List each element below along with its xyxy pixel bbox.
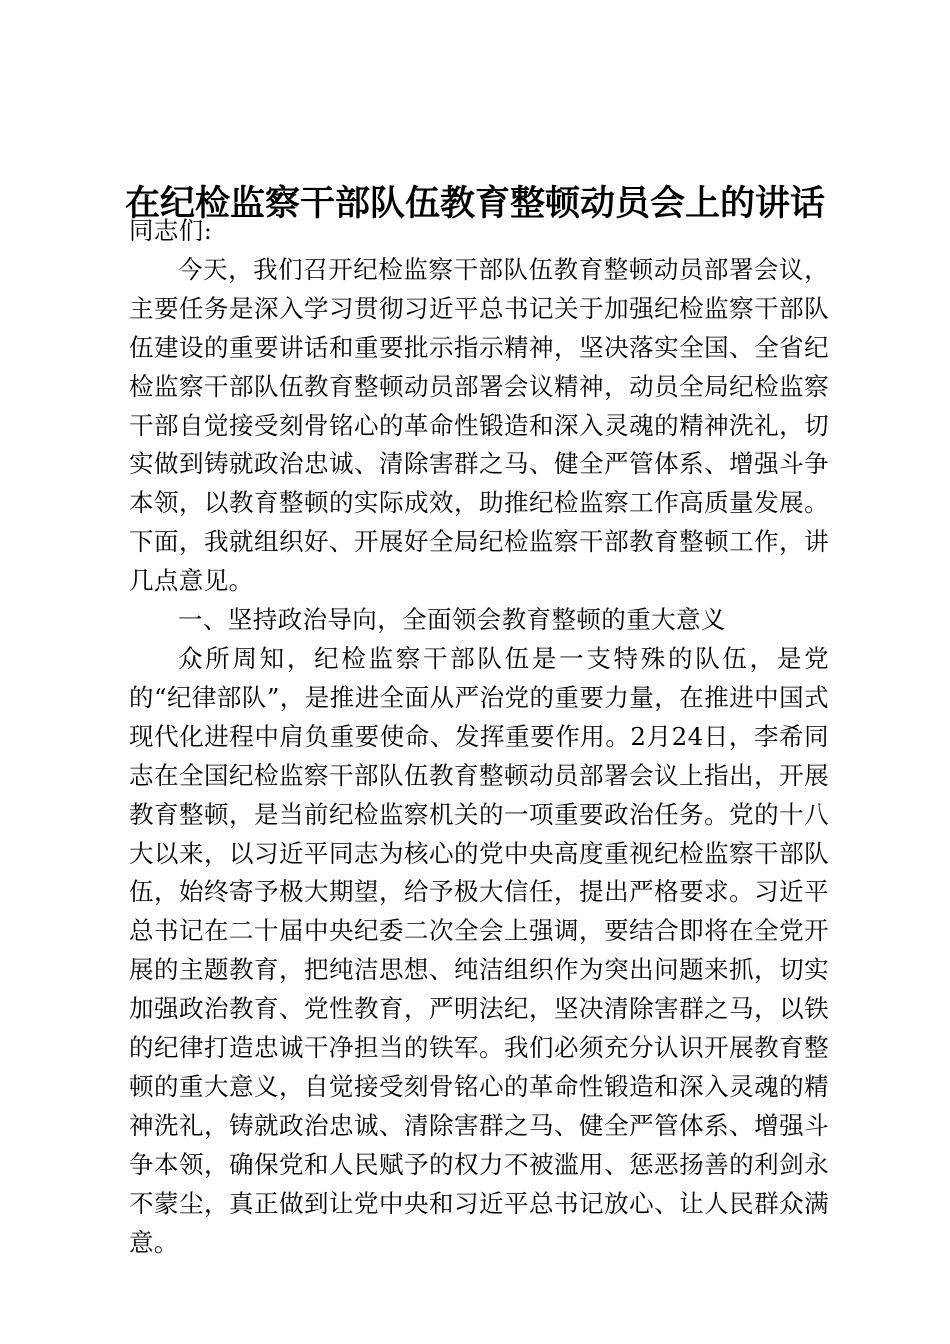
- salutation: 同志们:: [129, 216, 213, 245]
- body-paragraph: 众所周知，纪检监察干部队伍是一支特殊的队伍，是党的“纪律部队”，是推进全面从严治党的重要力量，在推进中国式现代化进程中肩负重要使命、发挥重要作用。2月24日，李希同志在全国纪检监察干部队伍教育整顿动员部署会议上指出，开展教育整顿，是当前纪检监察机关的一项重要政治任务。党的十八大以来，以习近平同志为核心的党中央高度重视纪检监察干部队伍，始终寄予极大期望，给予极大信任，提出严格要求。习近平总书记在二十届中央纪委二次全会上强调，要结合即将在全党开展的主题教育，把纯洁思想、纯洁组织作为突出问题来抓，切实加强政治教育、党性教育，严明法纪，坚决清除害群之马，以铁的纪律打造忠诚干净担当的铁军。我们必须充分认识开展教育整顿的重大意义，自觉接受刻骨铭心的革命性锻造和深入灵魂的精神洗礼，铸就政治忠诚、清除害群之马、健全严管体系、增强斗争本领，确保党和人民赋予的权力不被滥用、惩恶扬善的利剑永不蒙尘，真正做到让党中央和习近平总书记放心、让人民群众满意。: [129, 643, 829, 1257]
- section-heading: 一、坚持政治导向，全面领会教育整顿的重大意义: [178, 605, 726, 635]
- intro-paragraph: 今天，我们召开纪检监察干部队伍教育整顿动员部署会议，主要任务是深入学习贯彻习近平总书记关于加强纪检监察干部队伍建设的重要讲话和重要批示指示精神，坚决落实全国、全省纪检监察干部队伍教育整顿动员部署会议精神，动员全局纪检监察干部自觉接受刻骨铭心的革命性锻造和深入灵魂的精神洗礼，切实做到铸就政治忠诚、清除害群之马、健全严管体系、增强斗争本领，以教育整顿的实际成效，助推纪检监察工作高质量发展。下面，我就组织好、开展好全局纪检监察干部教育整顿工作，讲几点意见。: [129, 254, 829, 596]
- document-title: 在纪检监察干部队伍教育整顿动员会上的讲话: [124, 183, 825, 224]
- document-body: [129, 212, 829, 1262]
